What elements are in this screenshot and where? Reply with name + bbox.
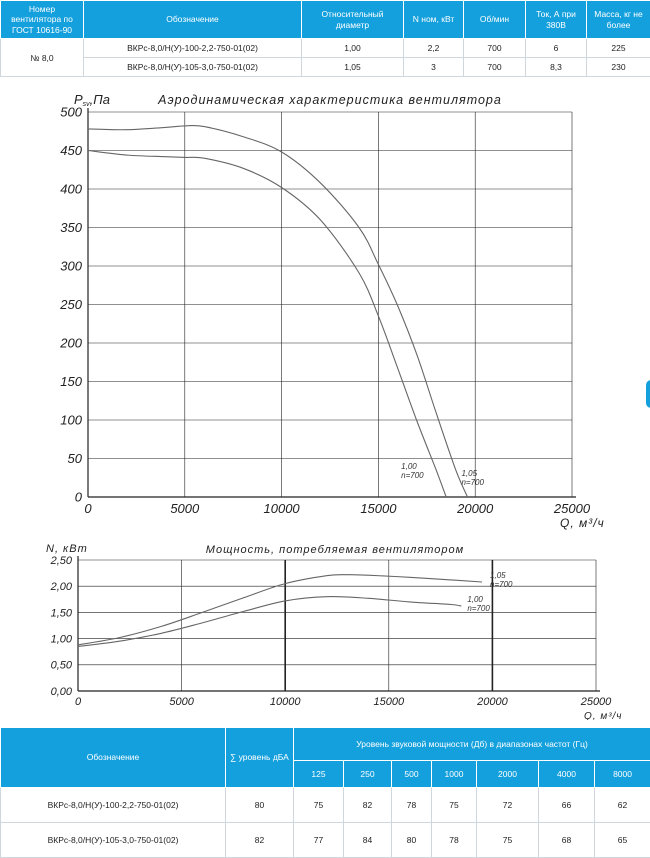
rpm-cell: 700 [464, 39, 526, 58]
spec-table-header-row [1, 1, 650, 39]
x-tick-label: 0 [74, 696, 82, 708]
y-tick-label: 350 [60, 220, 82, 236]
diameter-cell: 1,00 [302, 39, 404, 58]
y-tick-label: 500 [60, 104, 82, 120]
series-label-rpm: n=700 [401, 471, 424, 480]
designation-cell: ВКРс-8,0/Н(У)-100-2,2-750-01(02) [84, 39, 302, 58]
series-label-rpm: n=700 [467, 604, 490, 614]
designation-cell: ВКРс-8,0/Н(У)-105-3,0-750-01(02) [84, 58, 302, 77]
band-level-cell: 66 [539, 788, 595, 823]
noise-header-bands: Уровень звуковой мощности (Дб) в диапазонах частот (Гц) [294, 728, 650, 761]
x-tick-label: 25000 [553, 501, 591, 516]
total-level-cell: 82 [226, 823, 294, 858]
mass-cell: 225 [587, 39, 650, 58]
x-tick-label: 5000 [170, 501, 200, 516]
noise-header-row [1, 728, 650, 761]
y-tick-label: 150 [60, 374, 82, 390]
current-cell: 6 [526, 39, 587, 58]
series-label-rpm: n=700 [461, 478, 484, 487]
y-tick-label: 100 [60, 412, 82, 428]
x-tick-label: 25000 [580, 696, 612, 708]
x-tick-label: 0 [84, 501, 92, 516]
freq-header: 250 [344, 761, 392, 788]
series-label: 1,00 [401, 462, 417, 471]
series-line [88, 125, 468, 497]
power-chart [46, 543, 622, 720]
y-tick-label: 2,00 [50, 581, 72, 594]
y-tick-label: 300 [60, 258, 82, 274]
current-cell: 8,3 [526, 58, 587, 77]
mass-cell: 230 [587, 58, 650, 77]
band-level-cell: 65 [595, 823, 650, 858]
y-tick-label: 50 [67, 451, 82, 467]
spec-header-current: Ток, А при 380В [526, 1, 587, 39]
designation-cell: ВКРс-8,0/Н(У)-105-3,0-750-01(02) [1, 823, 226, 858]
x-tick-label: 15000 [373, 696, 405, 708]
freq-header: 4000 [539, 761, 595, 788]
spec-header-rpm: Об/мин [464, 1, 526, 39]
power-cell: 2,2 [404, 39, 464, 58]
x-tick-label: 10000 [263, 501, 300, 516]
y-tick-label: 200 [60, 335, 82, 351]
x-tick-label: 5000 [169, 696, 194, 708]
band-level-cell: 78 [392, 788, 432, 823]
freq-header: 2000 [477, 761, 539, 788]
spec-header-power: N ном, кВт [404, 1, 464, 39]
y-tick-label: 400 [60, 181, 82, 197]
y-tick-label: 0,00 [50, 685, 72, 698]
band-level-cell: 82 [344, 788, 392, 823]
fan-number-cell: № 8,0 [1, 39, 84, 77]
band-level-cell: 75 [477, 823, 539, 858]
y-tick-label: 1,50 [50, 607, 72, 620]
band-level-cell: 75 [432, 788, 477, 823]
freq-header: 125 [294, 761, 344, 788]
band-level-cell: 77 [294, 823, 344, 858]
freq-header: 8000 [595, 761, 650, 788]
band-level-cell: 75 [294, 788, 344, 823]
band-level-cell: 78 [432, 823, 477, 858]
series-label: 1,05 [490, 571, 506, 581]
spec-header-diameter: Относительный диаметр [302, 1, 404, 39]
rpm-cell: 700 [464, 58, 526, 77]
table-row [1, 788, 650, 823]
freq-header: 1000 [432, 761, 477, 788]
series-label: 1,00 [467, 595, 483, 605]
y-tick-label: 0 [74, 489, 82, 505]
series-label: 1,05 [461, 469, 478, 478]
x-tick-label: 15000 [360, 501, 397, 516]
y-axis-label: Psv,Па [74, 92, 110, 108]
y-tick-label: 250 [60, 297, 82, 313]
pressure-chart [59, 92, 604, 530]
y-tick-label: 450 [60, 143, 82, 159]
noise-header-total: ∑ уровень дБА [226, 728, 294, 788]
total-level-cell: 80 [226, 788, 294, 823]
table-row [1, 823, 650, 858]
table-row [1, 39, 650, 58]
spec-header-mass: Масса, кг не более [587, 1, 650, 39]
y-axis-label: N, кВт [46, 543, 88, 555]
spec-header-designation: Обозначение [84, 1, 302, 39]
band-level-cell: 72 [477, 788, 539, 823]
diameter-cell: 1,05 [302, 58, 404, 77]
x-tick-label: 20000 [477, 696, 508, 708]
y-tick-label: 0,50 [50, 659, 72, 672]
band-level-cell: 68 [539, 823, 595, 858]
designation-cell: ВКРс-8,0/Н(У)-100-2,2-750-01(02) [1, 788, 226, 823]
x-tick-label: 10000 [269, 696, 301, 708]
noise-header-designation: Обозначение [1, 728, 226, 788]
x-axis-label: Q, м³/ч [584, 711, 623, 720]
series-line [78, 597, 461, 647]
y-tick-label: 1,00 [50, 633, 72, 646]
table-row [1, 58, 650, 77]
spec-table [0, 0, 650, 77]
spec-header-fan-number: Номер вентилятора по ГОСТ 10616-90 [1, 1, 84, 39]
series-line [78, 575, 482, 645]
freq-header: 500 [392, 761, 432, 788]
band-level-cell: 84 [344, 823, 392, 858]
series-label-rpm: n=700 [490, 580, 513, 590]
charts-area [0, 80, 650, 720]
y-tick-label: 2,50 [50, 554, 72, 567]
band-level-cell: 62 [595, 788, 650, 823]
x-axis-label: Q, м³/ч [560, 516, 605, 530]
side-scroll-tab[interactable] [646, 380, 650, 408]
power-cell: 3 [404, 58, 464, 77]
series-line [88, 151, 446, 498]
band-level-cell: 80 [392, 823, 432, 858]
chart-title: Аэродинамическая характеристика вентилятора [158, 93, 502, 107]
chart-title: Мощность, потребляемая вентилятором [205, 544, 465, 556]
x-tick-label: 20000 [457, 501, 494, 516]
noise-table [0, 727, 650, 858]
